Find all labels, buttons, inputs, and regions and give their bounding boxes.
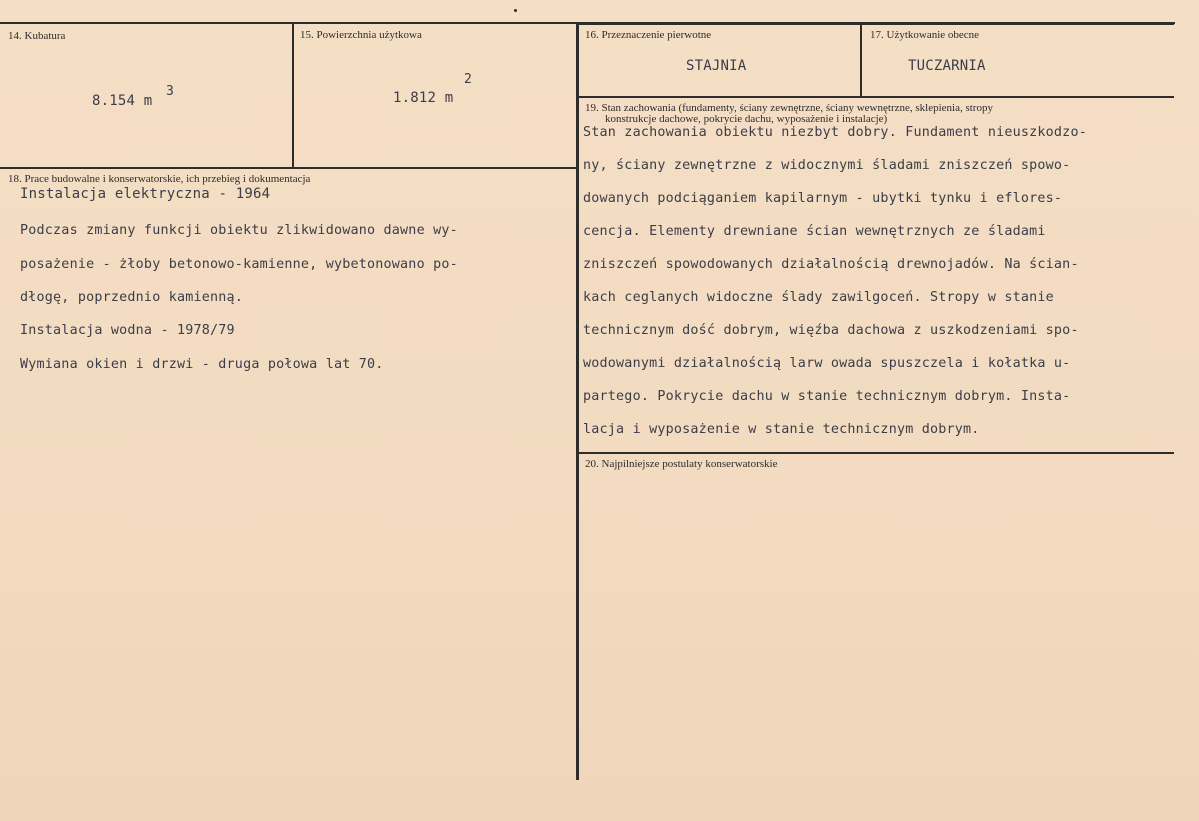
text-line: Stan zachowania obiektu niezbyt dobry. Fundament nieuszkodzo- xyxy=(583,125,1087,140)
prace-line-4: dłogę, poprzednio kamienną. xyxy=(20,290,244,305)
kubatura-label: 14. Kubatura xyxy=(8,30,66,42)
prace-line-1: Instalacja elektryczna - 1964 xyxy=(20,186,271,202)
przeznaczenie-value: STAJNIA xyxy=(686,58,747,74)
divider-14-15 xyxy=(292,22,294,167)
text-line: lacja i wyposażenie w stanie technicznym dobrym. xyxy=(583,422,980,437)
postulaty-label: 20. Najpilniejsze postulaty konserwatorskie xyxy=(585,458,778,470)
text-line: kach ceglanych widoczne ślady zawilgoceń. Stropy w stanie xyxy=(583,290,1054,305)
punch-mark xyxy=(514,9,517,12)
text-line: wodowanymi działalnością larw owada spuszczela i kołatka u- xyxy=(583,356,1071,371)
text-line: partego. Pokrycie dachu w stanie technicznym dobrym. Insta- xyxy=(583,389,1071,404)
prace-line-2: Podczas zmiany funkcji obiektu zlikwidowano dawne wy- xyxy=(20,223,458,238)
text-line: cencja. Elementy drewniane ścian wewnętrznych ze śladami xyxy=(583,224,1046,239)
text-line: ny, ściany zewnętrzne z widocznymi śladami zniszczeń spowo- xyxy=(583,158,1071,173)
rule-above-20 xyxy=(579,452,1174,454)
uzytkowanie-label: 17. Użytkowanie obecne xyxy=(870,29,980,41)
uzytkowanie-value: TUCZARNIA xyxy=(908,58,986,74)
divider-16-17 xyxy=(860,22,862,96)
powierzchnia-label: 15. Powierzchnia użytkowa xyxy=(300,29,422,41)
stan-zachowania-label-cont: konstrukcje dachowe, pokrycie dachu, wyposażenie i instalacje) xyxy=(605,113,888,125)
prace-budowlane-label: 18. Prace budowalne i konserwatorskie, ich przebieg i dokumentacja xyxy=(8,173,311,185)
kubatura-unit-exponent: 3 xyxy=(166,84,174,99)
text-line: dowanych podciąganiem kapilarnym - ubytki tynku i eflores- xyxy=(583,191,1063,206)
top-rule-right xyxy=(576,24,1174,25)
rule-above-18 xyxy=(0,167,576,169)
rule-above-19 xyxy=(579,96,1174,98)
center-divider xyxy=(576,22,579,780)
kubatura-value: 8.154 m xyxy=(92,93,153,109)
stan-zachowania-label: 19. Stan zachowania (fundamenty, ściany zewnętrzne, ściany wewnętrzne, sklepienia, stropy xyxy=(585,102,993,114)
przeznaczenie-label: 16. Przeznaczenie pierwotne xyxy=(585,29,712,41)
stan-zachowania-text xyxy=(583,113,1087,446)
text-line: zniszczeń spowodowanych działalnością drewnojadów. Na ścian- xyxy=(583,257,1079,272)
prace-line-6: Wymiana okien i drzwi - druga połowa lat 70. xyxy=(20,357,384,372)
prace-line-5: Instalacja wodna - 1978/79 xyxy=(20,323,235,338)
text-line: technicznym dość dobrym, więźba dachowa z uszkodzeniami spo- xyxy=(583,323,1079,338)
powierzchnia-unit-exponent: 2 xyxy=(464,72,472,87)
prace-line-3: posażenie - żłoby betonowo-kamienne, wybetonowano po- xyxy=(20,257,458,272)
powierzchnia-value: 1.812 m xyxy=(393,90,454,106)
